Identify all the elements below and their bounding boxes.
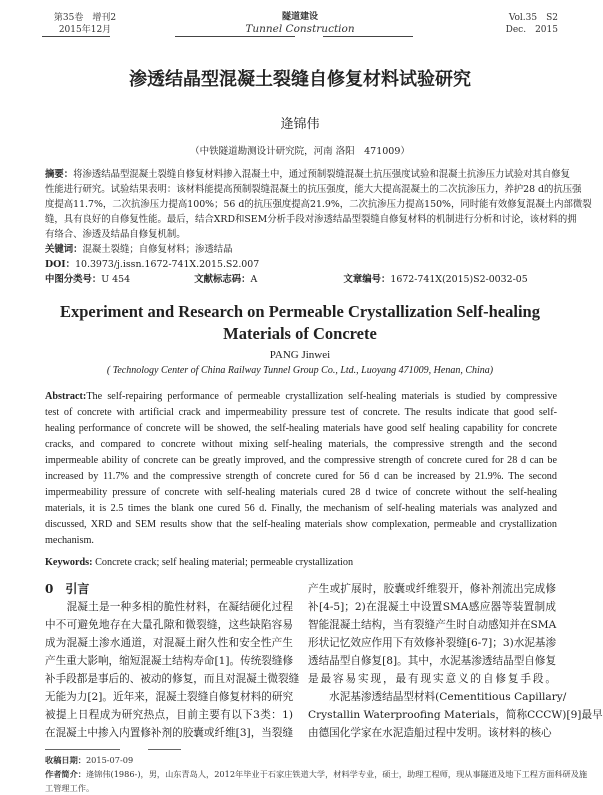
bio-text: 逄锦伟(1986-)，男，山东青岛人，2012年毕业于石家庄铁道大学，材料学专业，硕士，助理工程师，现从事隧道及地下工程方面科研及施 bbox=[85, 769, 588, 779]
received-label: 收稿日期： bbox=[45, 755, 86, 765]
body-line bbox=[308, 706, 603, 724]
body-line-text: 透结晶型自修复[8]。其中，水泥基渗透结晶型自修复 bbox=[308, 655, 557, 667]
body-line bbox=[45, 598, 293, 616]
footnote-rule bbox=[148, 749, 181, 750]
volume-en: Vol.35 S2 bbox=[508, 13, 558, 23]
body-line-text: 形状记忆效应作用下有效修补裂缝[6-7]；3)水泥基渗 bbox=[308, 637, 557, 649]
abstract-cn-line bbox=[45, 212, 577, 227]
classification-row bbox=[45, 272, 557, 287]
abstract-en-line-text: mechanism. bbox=[45, 535, 94, 546]
abstract-en-line-text: increased by 11.7% and the compressive strength of concrete cured for 56 d can be increased by 21.9%. The second bbox=[45, 471, 557, 482]
doi bbox=[45, 257, 557, 272]
body-line-text: 是最容易实现，最有现实意义的自修复手段。 bbox=[308, 673, 556, 685]
received-date bbox=[45, 753, 557, 767]
body-line bbox=[45, 652, 293, 670]
keywords-label-en: Keywords: bbox=[45, 557, 93, 568]
abstract-cn-line bbox=[45, 182, 582, 197]
body-line-text: 产生重大影响，缩短混凝土结构寿命[1]。传统裂缝修 bbox=[45, 655, 294, 667]
abstract-cn-line-text: 缝，具有良好的自修复性能。最后，结合XRD和SEM分析手段对渗透结晶型裂缝自修复材料的机制进行分析和讨论，该材料的拥 bbox=[45, 214, 577, 225]
abstract-en-line-text: healing performance of concrete will be showed, the self-healing materials have good self healing capability for concrete bbox=[45, 423, 557, 434]
body-line-text: 中不可避免地存在大量孔隙和微裂缝，这些缺陷容易 bbox=[45, 619, 293, 631]
doc-code-value: A bbox=[250, 274, 258, 285]
body-line-text: 补手段都是事后的、被动的修复，而且对混凝土微裂缝 bbox=[45, 673, 300, 685]
body-line bbox=[45, 670, 300, 688]
keywords-cn-text: 混凝土裂缝；自修复材料；渗透结晶 bbox=[82, 244, 233, 255]
title-en-line1: Experiment and Research on Permeable Crystallization Self-healing bbox=[60, 302, 540, 321]
body-line-text: 由德国化学家在水泥造船过程中发明。该材料的核心 bbox=[308, 727, 552, 739]
body-line bbox=[45, 634, 293, 652]
body-line-text: 补[4-5]；2)在混凝土中设置SMA感应器等装置制成 bbox=[308, 601, 556, 613]
abstract-en-line bbox=[45, 501, 557, 517]
body-line-text: 被提上日程成为研究热点，目前主要有以下3类：1) bbox=[45, 709, 293, 721]
body-line bbox=[308, 652, 556, 670]
abstract-en-line-text: impermeable ability of concrete can be greatly improved, and the compressive strength of concrete cured for 28 d can be bbox=[45, 455, 557, 466]
keywords-cn bbox=[45, 242, 557, 257]
author-cn: 逄锦伟 bbox=[280, 117, 320, 132]
body-line bbox=[45, 724, 293, 742]
header-rule bbox=[42, 36, 110, 37]
title-en-line2: Materials of Concrete bbox=[223, 324, 377, 343]
author-bio-line: 工管理工作。 bbox=[45, 783, 95, 793]
body-line-text: 在混凝土中掺入内置修补剂的胶囊或纤维[3]，当裂缝 bbox=[45, 727, 294, 739]
body-line-text: 产生或扩展时，胶囊或纤维裂开，修补剂流出完成修 bbox=[308, 583, 556, 595]
abstract-en-line bbox=[45, 405, 557, 421]
author-bio-line bbox=[45, 767, 588, 781]
abstract-en-line-text: cracks, and compared to concrete without mixing self-healing materials, the compressive strength and the second bbox=[45, 439, 557, 450]
abstract-en-line-text: test of concrete with artificial crack and impermeability pressure test of concrete. The results indicate that good self- bbox=[45, 407, 557, 418]
abstract-en-line bbox=[45, 437, 557, 453]
bio-label: 作者简介： bbox=[45, 769, 86, 779]
body-line-text: Crystallin Waterproofing Materials，简称CCCW)[9]最早 bbox=[308, 709, 603, 721]
abstract-en-line bbox=[45, 485, 557, 501]
volume-issue: 第35卷 增刊2 bbox=[53, 13, 117, 23]
body-line bbox=[308, 580, 556, 598]
abstract-en-line bbox=[45, 453, 557, 469]
abstract-en-line bbox=[45, 533, 557, 549]
body-line bbox=[308, 634, 556, 652]
abstract-cn-line-text: 性能进行研究。试验结果表明：该材料能提高预制裂缝混凝土的抗压强度，能大大提高混凝土的二次抗渗压力，养护28 d的抗压强 bbox=[45, 184, 582, 195]
body-line bbox=[308, 670, 556, 688]
abstract-en bbox=[45, 389, 557, 571]
volume-info-en bbox=[506, 12, 558, 36]
article-no-value: 1672-741X(2015)S2-0032-05 bbox=[390, 274, 528, 285]
body-line bbox=[45, 616, 293, 634]
clc-value: U 454 bbox=[101, 274, 131, 285]
doi-label: DOI： bbox=[45, 259, 76, 270]
keywords-label-cn: 关键词： bbox=[45, 244, 83, 255]
body-line-text: 无能为力[2]。近年来，混凝土裂缝自修复材料的研究 bbox=[45, 691, 294, 703]
body-line bbox=[308, 616, 556, 634]
abstract-cn-line-text: 将渗透结晶型混凝土裂缝自修复材料掺入混凝土中，通过预制裂缝混凝土抗压强度试验和混凝土抗渗压力试验对其自修复 bbox=[73, 169, 571, 180]
title-en bbox=[0, 301, 600, 345]
abstract-en-line bbox=[45, 421, 557, 437]
footnote-rule bbox=[45, 749, 120, 750]
abstract-en-line bbox=[45, 517, 557, 533]
author-en: PANG Jinwei bbox=[269, 349, 331, 361]
abstract-cn-line bbox=[45, 197, 592, 212]
affiliation-en: ( Technology Center of China Railway Tunnel Group Co., Ltd., Luoyang 471009, Henan, China) bbox=[106, 365, 494, 376]
abstract-label: Abstract: bbox=[45, 391, 87, 402]
keywords-en bbox=[45, 555, 557, 571]
body-column-left bbox=[45, 598, 300, 742]
article-no-label: 文章编号： bbox=[343, 274, 391, 285]
body-line bbox=[308, 724, 556, 742]
body-line bbox=[45, 706, 293, 724]
abstract-cn-line-text: 度提高11.7%，二次抗渗压力提高100%；56 d的抗压强度提高21.9%，二次抗渗压力提高150%，同时能有效修复混凝土内部微裂 bbox=[45, 199, 592, 210]
header-rule bbox=[323, 36, 413, 37]
keywords-en-text: Concrete crack; self healing material; permeable crystallization bbox=[95, 557, 354, 568]
abstract-cn-line bbox=[45, 227, 557, 242]
journal-name-en: Tunnel Construction bbox=[245, 23, 355, 35]
abstract-en-line-text: The self-repairing performance of permeable crystallization self-healing materials is studied by compressive bbox=[86, 391, 557, 402]
doc-code-label: 文献标志码： bbox=[194, 274, 251, 285]
journal-name-cn: 隧道建设 bbox=[281, 12, 318, 22]
body-line-text: 混凝土是一种多相的脆性材料，在凝结硬化过程 bbox=[45, 601, 293, 613]
abstract-cn-line bbox=[45, 167, 571, 182]
abstract-label: 摘要： bbox=[45, 169, 74, 180]
abstract-en-line bbox=[45, 469, 557, 485]
issue-date: 2015年12月 bbox=[58, 25, 112, 35]
title-cn: 渗透结晶型混凝土裂缝自修复材料试验研究 bbox=[129, 69, 471, 90]
body-column-right bbox=[308, 580, 603, 742]
clc-label: 中图分类号： bbox=[45, 274, 102, 285]
body-line-text: 智能混凝土结构，当有裂缝产生时自动感知并在SMA bbox=[308, 619, 557, 631]
body-line bbox=[308, 598, 556, 616]
doi-value: 10.3973/j.issn.1672-741X.2015.S2.007 bbox=[75, 259, 260, 270]
abstract-en-line bbox=[45, 389, 557, 405]
abstract-cn bbox=[45, 167, 592, 287]
section-heading: 0 引言 bbox=[45, 582, 90, 596]
date-en: Dec. 2015 bbox=[505, 25, 558, 35]
affiliation-cn: （中铁隧道勘测设计研究院，河南 洛阳 471009） bbox=[190, 146, 410, 157]
header-rule bbox=[175, 36, 295, 37]
received-value: 2015-07-09 bbox=[85, 755, 134, 765]
abstract-en-line-text: discussed, XRD and SEM results show that the self-healing materials show complexation, permeable and crystallization bbox=[45, 519, 557, 530]
abstract-en-line-text: materials, it is 2.5 times the blank one cured 56 d. Finally, the mechanism of self-healing materials was analyzed and bbox=[45, 503, 557, 514]
footnote bbox=[45, 753, 588, 795]
body-line-text: 水泥基渗透结晶型材料(Cementitious Capillary/ bbox=[308, 691, 567, 703]
abstract-cn-line-text: 有络合、渗透及结晶自修复机制。 bbox=[45, 229, 186, 240]
body-line bbox=[45, 688, 293, 706]
body-line bbox=[308, 688, 567, 706]
abstract-en-line-text: impermeability pressure of concrete with self-healing materials cured 28 d twice of concrete without the self-healing bbox=[45, 487, 557, 498]
body-line-text: 成为混凝土渗水通道，对混凝土耐久性和安全性产生 bbox=[45, 637, 293, 649]
